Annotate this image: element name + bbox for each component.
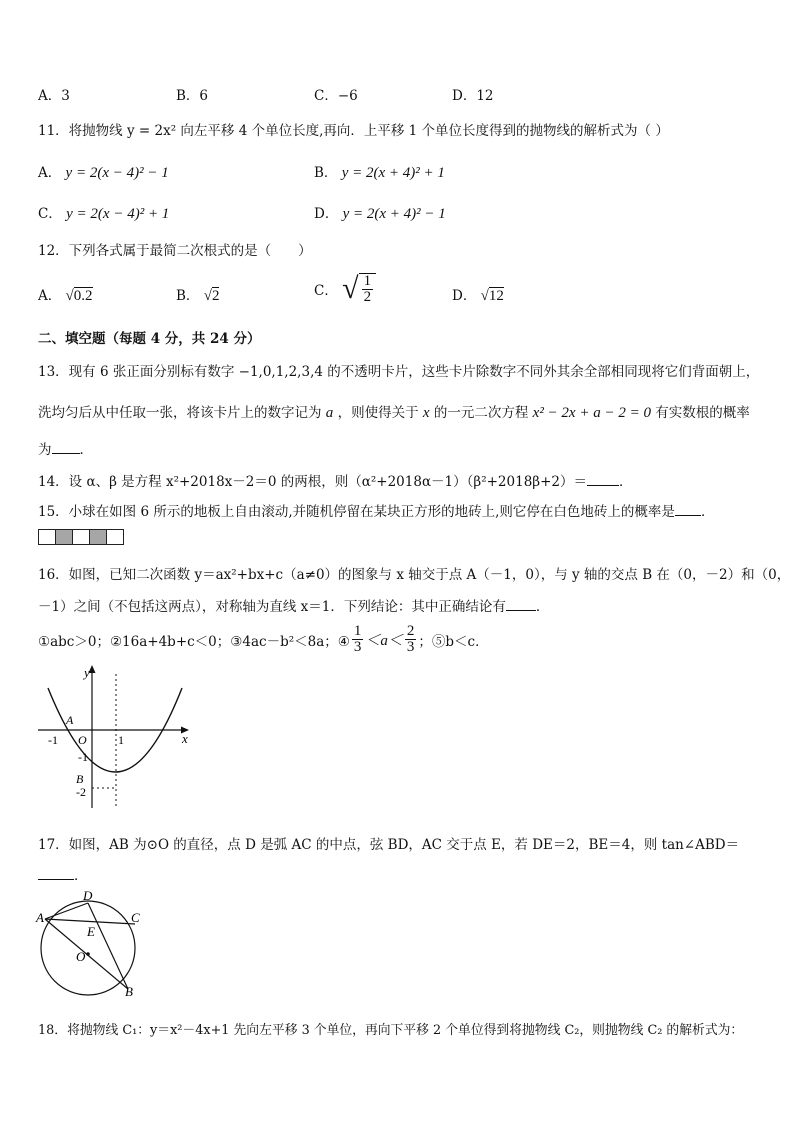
- radicand: 12: [488, 288, 504, 304]
- variable-x: x: [422, 405, 430, 421]
- text: ．: [700, 504, 715, 520]
- sqrt-fraction: [342, 273, 376, 305]
- point-b-label: B: [76, 772, 84, 786]
- floor-tiles-figure: [38, 529, 123, 545]
- answer-blank[interactable]: [675, 503, 701, 516]
- q13-line-3: [38, 438, 93, 458]
- circle-figure: [32, 886, 154, 998]
- floor-tile: [55, 529, 73, 545]
- parabola-graph: [32, 660, 197, 810]
- text: ①abc＞0；②16a+4b+c＜0；③4ac－b²＜8a；④: [38, 633, 350, 650]
- radicand: 2: [211, 288, 220, 304]
- text: ；⑤b＜c．: [418, 633, 489, 650]
- option-formula: y = 2(x + 4)² − 1: [342, 206, 446, 222]
- q11-option-b: [314, 161, 445, 182]
- q10-option-a: A．3: [38, 88, 70, 104]
- label-a: A: [36, 910, 44, 925]
- center-point: [86, 952, 90, 956]
- fraction: [405, 624, 417, 655]
- q10-option-c: C．−6: [314, 88, 358, 104]
- option-label: B．: [314, 165, 338, 181]
- option-label: C．: [314, 283, 338, 299]
- sqrt-expression: [66, 287, 93, 304]
- text: 为: [38, 442, 52, 458]
- option-formula: y = 2(x − 4)² − 1: [65, 165, 169, 181]
- point-a-label: A: [66, 713, 74, 727]
- q11-option-a: [38, 161, 169, 182]
- q17-line-1: 17．如图，AB 为⊙O 的直径，点 D 是弧 AC 的中点，弦 BD，AC 交于点 E，若 DE＝2，BE＝4，则 tan∠ABD＝: [38, 837, 740, 853]
- label-c: C: [131, 910, 140, 925]
- answer-blank[interactable]: [506, 598, 536, 611]
- denominator: 3: [406, 639, 415, 655]
- sqrt-sign-icon: √: [480, 288, 489, 304]
- tick-label: -2: [76, 785, 86, 799]
- q11-stem-prefix: 11．将抛物线: [38, 123, 123, 139]
- answer-blank[interactable]: [38, 867, 74, 880]
- sqrt-sign-icon: √: [203, 288, 212, 304]
- denominator: 3: [353, 639, 362, 655]
- text: ＜a＜: [365, 633, 403, 649]
- label-e: E: [87, 924, 95, 939]
- floor-tile: [106, 529, 124, 545]
- answer-blank[interactable]: [587, 473, 619, 486]
- option-label: C．: [38, 206, 62, 222]
- label-d: D: [83, 888, 93, 903]
- q10-option-b: B．6: [176, 88, 209, 104]
- sqrt-sign-icon: √: [65, 288, 74, 304]
- q11-option-c: [38, 202, 169, 223]
- segment-ad: [45, 903, 88, 919]
- option-label: D．: [452, 288, 477, 304]
- sqrt-expression: [481, 287, 504, 304]
- text: －1）之间（不包括这两点），对称轴为直线 x＝1．下列结论：其中正确结论有: [38, 599, 506, 615]
- text: ．: [619, 474, 633, 490]
- sqrt-sign-icon: √: [342, 272, 359, 305]
- option-label: A．: [38, 165, 62, 181]
- origin-label: O: [78, 733, 87, 747]
- q16-line-1: 16．如图，已知二次函数 y＝ax²+bx+c（a≠0）的图象与 x 轴交于点 A（－1，0），与 y 轴的交点 B 在（0，－2）和（0，: [38, 567, 791, 583]
- q12-option-b: [176, 284, 219, 305]
- answer-blank[interactable]: [52, 441, 80, 454]
- fraction: [359, 273, 377, 305]
- numerator: 2: [406, 623, 415, 639]
- text: 有实数根的概率: [655, 405, 750, 421]
- q17-line-2: [38, 864, 88, 884]
- option-label: A．: [38, 288, 62, 304]
- numerator: 1: [353, 623, 362, 639]
- q12-option-d: [452, 284, 504, 305]
- y-axis-label: y: [84, 665, 90, 680]
- tick-label: -1: [78, 750, 88, 764]
- floor-tile: [72, 529, 90, 545]
- q11-option-d: [314, 202, 446, 223]
- q16-conclusions: [38, 624, 489, 655]
- x-axis-label: x: [182, 731, 188, 746]
- q12-option-c: [314, 273, 376, 305]
- text: ．: [74, 868, 88, 884]
- q16-line-2: [38, 595, 549, 615]
- q15: [38, 500, 714, 520]
- option-formula: y = 2(x + 4)² + 1: [341, 165, 445, 181]
- q11-stem: [38, 119, 669, 139]
- variable-a: a: [325, 405, 334, 421]
- fraction: [352, 624, 364, 655]
- section-title: 二、填空题（每题 4 分，共 24 分）: [38, 331, 261, 347]
- label-o: O: [76, 949, 86, 964]
- q11-stem-expression: y = 2x² 向左平移 4 个单位长度,再向．上平移 1 个单位长度得到的抛物线的解析式为（ ）: [126, 123, 669, 139]
- option-label: D．: [314, 206, 339, 222]
- text: ，则使得关于: [337, 405, 419, 421]
- q12-stem: 12．下列各式属于最简二次根式的是（ ）: [38, 243, 312, 259]
- option-label: B．: [176, 288, 200, 304]
- numerator: 1: [363, 273, 372, 289]
- q10-option-d: D．12: [452, 88, 494, 104]
- text: 洗均匀后从中任取一张，将该卡片上的数字记为: [38, 405, 322, 421]
- floor-tile: [89, 529, 107, 545]
- q13-line-2: [38, 401, 750, 422]
- text: 14．设 α、β 是方程 x²+2018x－2＝0 的两根，则（α²+2018α－1）（β²+2018β+2）＝: [38, 474, 587, 490]
- text: ．: [79, 442, 93, 458]
- q13-line-1: 13．现有 6 张正面分别标有数字 −1,0,1,2,3,4 的不透明卡片，这些卡片除数字不同外其余全部相同现将它们背面朝上，: [38, 364, 760, 380]
- q14: [38, 470, 633, 490]
- text: 的一元二次方程: [433, 405, 529, 421]
- denominator: 2: [363, 289, 372, 305]
- text: ．: [535, 599, 550, 615]
- tick-label: 1: [118, 733, 124, 747]
- radicand: 0.2: [73, 288, 93, 304]
- q12-option-a: [38, 284, 93, 305]
- text: 15．小球在如图 6 所示的地板上自由滚动,并随机停留在某块正方形的地砖上,则它停在白色地砖上的概率是: [38, 504, 675, 520]
- floor-tile: [38, 529, 56, 545]
- option-formula: y = 2(x − 4)² + 1: [66, 206, 170, 222]
- tick-label: -1: [48, 733, 58, 747]
- sqrt-expression: [204, 287, 220, 304]
- q18: 18．将抛物线 C₁：y＝x²－4x+1 先向左平移 3 个单位，再向下平移 2 个单位得到将抛物线 C₂，则抛物线 C₂ 的解析式为：: [38, 1023, 744, 1038]
- equation: x² − 2x + a − 2 = 0: [532, 405, 651, 421]
- label-b: B: [125, 984, 133, 998]
